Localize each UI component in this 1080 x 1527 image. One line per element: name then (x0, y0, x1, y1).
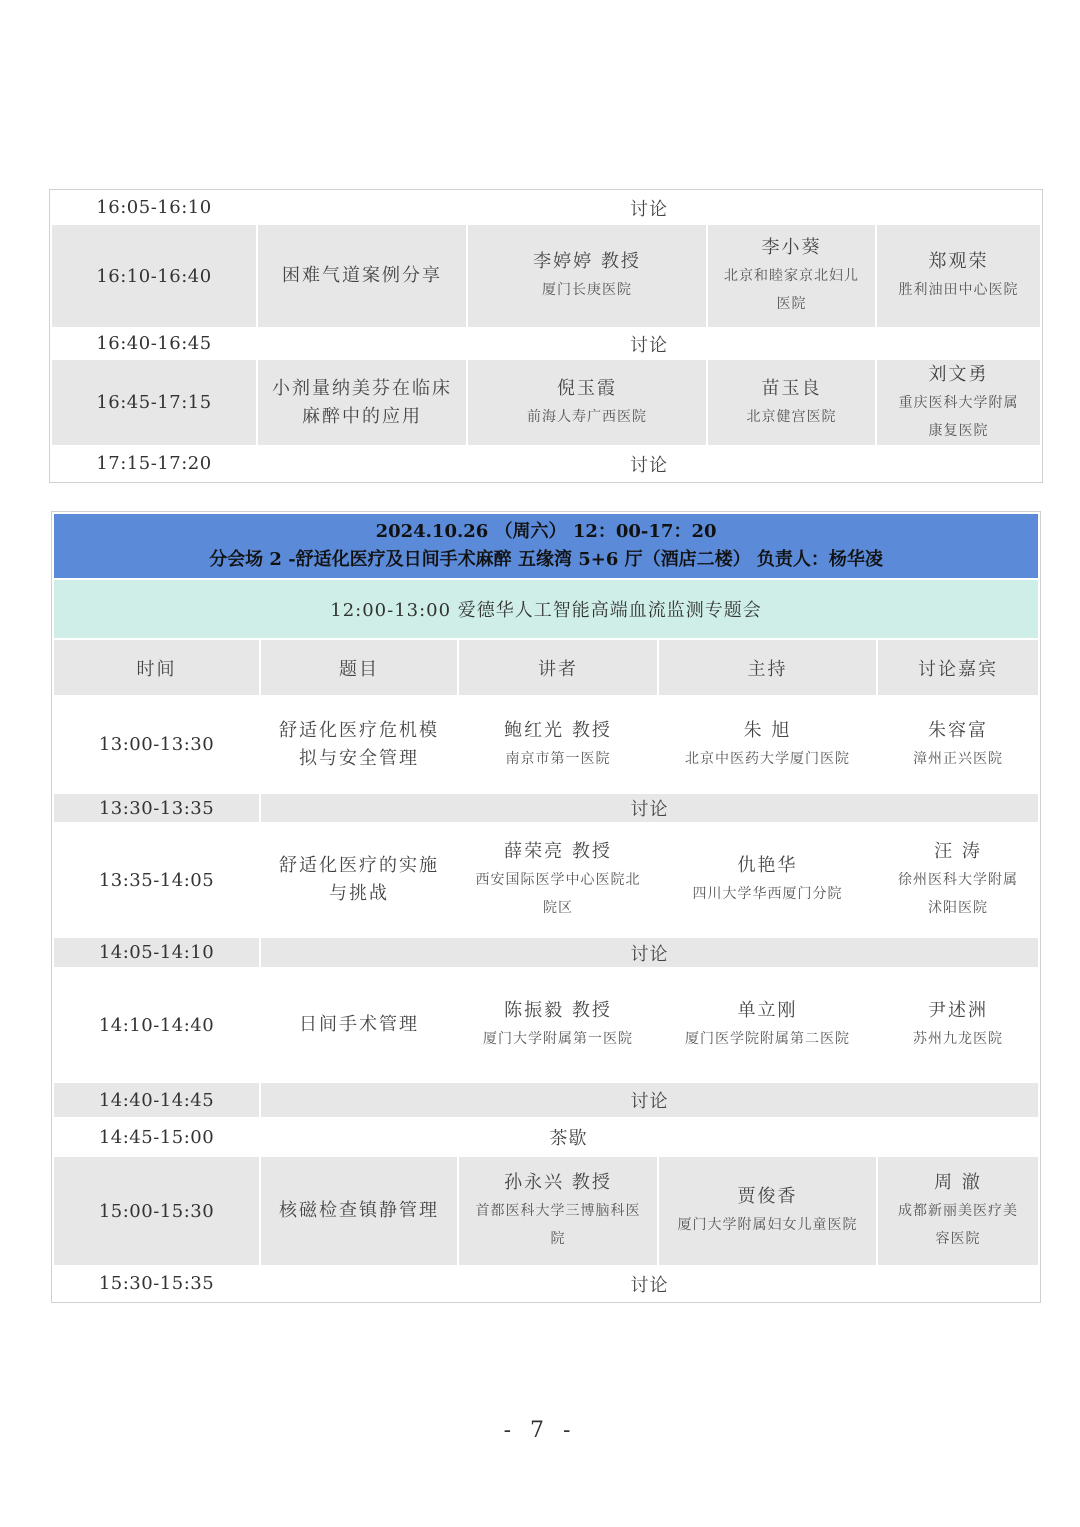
topic-line: 拟与安全管理 (299, 747, 419, 769)
topic-line: 日间手术管理 (299, 1014, 419, 1035)
speaker-org: 南京市第一医院 (505, 750, 611, 767)
discussion-cell: 讨论 (260, 1266, 1039, 1301)
speaker-cell (458, 1156, 658, 1266)
speaker-cell (458, 968, 658, 1082)
host-org: 厦门医学院附属第二医院 (685, 1031, 850, 1047)
discussion-cell: 讨论 (260, 937, 1039, 968)
table-row (51, 446, 1041, 481)
table-row (51, 359, 1041, 446)
host-org: 北京和睦家京北妇儿 (724, 268, 859, 284)
discussion-cell: 讨论 (257, 446, 1041, 481)
time-cell: 16:05-16:10 (51, 191, 257, 224)
symposium-title: 12:00-13:00 爱德华人工智能高端血流监测专题会 (53, 579, 1039, 639)
symposium-row (53, 579, 1039, 639)
speaker-name: 孙永兴 教授 (504, 1172, 612, 1193)
speaker-name: 薛荣亮 教授 (504, 841, 612, 862)
speaker-org: 院 (550, 1231, 566, 1247)
column-header-row (53, 639, 1039, 696)
time-cell: 13:35-14:05 (53, 823, 260, 937)
guest-org: 苏州九龙医院 (913, 1031, 1004, 1047)
host-cell (658, 696, 877, 793)
column-header-time: 时间 (53, 639, 260, 696)
time-cell: 14:45-15:00 (53, 1118, 260, 1156)
guest-org: 容医院 (935, 1231, 981, 1247)
guest-name: 刘文勇 (928, 363, 989, 385)
speaker-name: 李婷婷 教授 (533, 251, 641, 272)
speaker-cell (467, 224, 707, 328)
guest-name: 郑观荣 (928, 251, 989, 272)
guest-name: 周 澈 (934, 1172, 982, 1193)
guest-cell (876, 224, 1041, 328)
host-org: 医院 (776, 296, 807, 312)
session-header (53, 513, 1039, 579)
host-name: 单立刚 (737, 1000, 798, 1021)
session-header-row (53, 513, 1039, 579)
speaker-name: 鲍红光 教授 (504, 719, 612, 741)
time-cell: 16:10-16:40 (51, 224, 257, 328)
topic-line: 与挑战 (329, 883, 389, 904)
guest-org: 成都新丽美医疗美 (898, 1203, 1019, 1219)
table-row (51, 328, 1041, 359)
speaker-org: 西安国际医学中心医院北 (475, 872, 641, 888)
speaker-cell (458, 823, 658, 937)
host-org: 北京健宫医院 (746, 408, 837, 425)
guest-cell (877, 823, 1039, 937)
topic-line: 小剂量纳美芬在临床 (272, 377, 452, 399)
topic-line: 麻醉中的应用 (302, 405, 422, 427)
time-cell: 16:45-17:15 (51, 359, 257, 446)
break-cell: 茶歇 (260, 1118, 877, 1156)
speaker-org: 前海人寿广西医院 (527, 408, 647, 425)
column-header-topic: 题目 (260, 639, 458, 696)
column-header-guest: 讨论嘉宾 (877, 639, 1039, 696)
table-row (53, 823, 1039, 937)
topic-cell (260, 968, 458, 1082)
speaker-cell (467, 359, 707, 446)
topic-cell (257, 224, 467, 328)
guest-org: 漳州正兴医院 (913, 750, 1004, 767)
speaker-org: 院区 (543, 900, 573, 916)
table-row (51, 224, 1041, 328)
time-cell: 14:10-14:40 (53, 968, 260, 1082)
guest-name: 尹述洲 (928, 1000, 989, 1021)
empty-cell (877, 1118, 1039, 1156)
guest-cell (877, 696, 1039, 793)
discussion-cell: 讨论 (257, 328, 1041, 359)
topic-line: 舒适化医疗的实施 (279, 855, 439, 876)
table-row (51, 191, 1041, 224)
time-cell: 13:00-13:30 (53, 696, 260, 793)
topic-line: 困难气道案例分享 (282, 265, 442, 286)
discussion-cell: 讨论 (260, 793, 1039, 823)
time-cell: 14:05-14:10 (53, 937, 260, 968)
topic-cell (260, 696, 458, 793)
table-row (53, 968, 1039, 1082)
topic-line: 核磁检查镇静管理 (279, 1200, 439, 1221)
guest-org: 重庆医科大学附属 (898, 394, 1019, 411)
guest-org: 胜利油田中心医院 (898, 282, 1019, 298)
host-org: 四川大学华西厦门分院 (692, 886, 843, 902)
time-cell: 15:00-15:30 (53, 1156, 260, 1266)
host-cell (658, 823, 877, 937)
speaker-org: 厦门长庚医院 (542, 282, 632, 298)
host-name: 贾俊香 (737, 1186, 798, 1207)
host-name: 李小葵 (761, 237, 822, 258)
host-name: 朱 旭 (743, 719, 792, 741)
table-row (53, 1118, 1039, 1156)
host-org: 厦门大学附属妇女儿童医院 (677, 1217, 858, 1233)
host-name: 苗玉良 (761, 377, 822, 399)
speaker-org: 厦门大学附属第一医院 (483, 1031, 633, 1047)
time-cell: 15:30-15:35 (53, 1266, 260, 1301)
time-cell: 16:40-16:45 (51, 328, 257, 359)
topic-cell (260, 823, 458, 937)
table-row (53, 937, 1039, 968)
time-cell: 13:30-13:35 (53, 793, 260, 823)
topic-cell (257, 359, 467, 446)
guest-org: 徐州医科大学附属 (898, 872, 1019, 888)
host-name: 仇艳华 (737, 855, 798, 876)
speaker-org: 首都医科大学三博脑科医 (475, 1203, 641, 1219)
column-header-host: 主持 (658, 639, 877, 696)
guest-cell (877, 968, 1039, 1082)
guest-cell (877, 1156, 1039, 1266)
host-cell (658, 968, 877, 1082)
table-row (53, 1156, 1039, 1266)
speaker-cell (458, 696, 658, 793)
page-number: - 7 - (503, 1418, 577, 1443)
column-header-speaker: 讲者 (458, 639, 658, 696)
time-cell: 14:40-14:45 (53, 1082, 260, 1118)
discussion-cell: 讨论 (260, 1082, 1039, 1118)
host-cell (707, 224, 876, 328)
session-table (52, 512, 1040, 1302)
schedule-table-continued (50, 190, 1042, 482)
host-org: 北京中医药大学厦门医院 (685, 750, 850, 767)
speaker-name: 陈振毅 教授 (504, 1000, 612, 1021)
time-cell: 17:15-17:20 (51, 446, 257, 481)
guest-name: 汪 涛 (934, 841, 982, 862)
table-row (53, 1082, 1039, 1118)
guest-org: 沭阳医院 (928, 900, 989, 916)
table-row (53, 696, 1039, 793)
table-row (53, 793, 1039, 823)
guest-name: 朱容富 (928, 719, 989, 741)
guest-cell (876, 359, 1041, 446)
host-cell (658, 1156, 877, 1266)
session-title: 分会场 2 -舒适化医疗及日间手术麻醉 五缘湾 5+6 厅（酒店二楼） 负责人：杨华凌 (209, 549, 883, 570)
guest-org: 康复医院 (928, 422, 989, 439)
topic-line: 舒适化医疗危机模 (279, 719, 439, 741)
session-date: 2024.10.26 （周六） 12：00-17：20 (375, 521, 717, 542)
host-cell (707, 359, 876, 446)
speaker-name: 倪玉霞 (557, 377, 617, 399)
table-row (53, 1266, 1039, 1301)
topic-cell (260, 1156, 458, 1266)
discussion-cell: 讨论 (257, 191, 1041, 224)
